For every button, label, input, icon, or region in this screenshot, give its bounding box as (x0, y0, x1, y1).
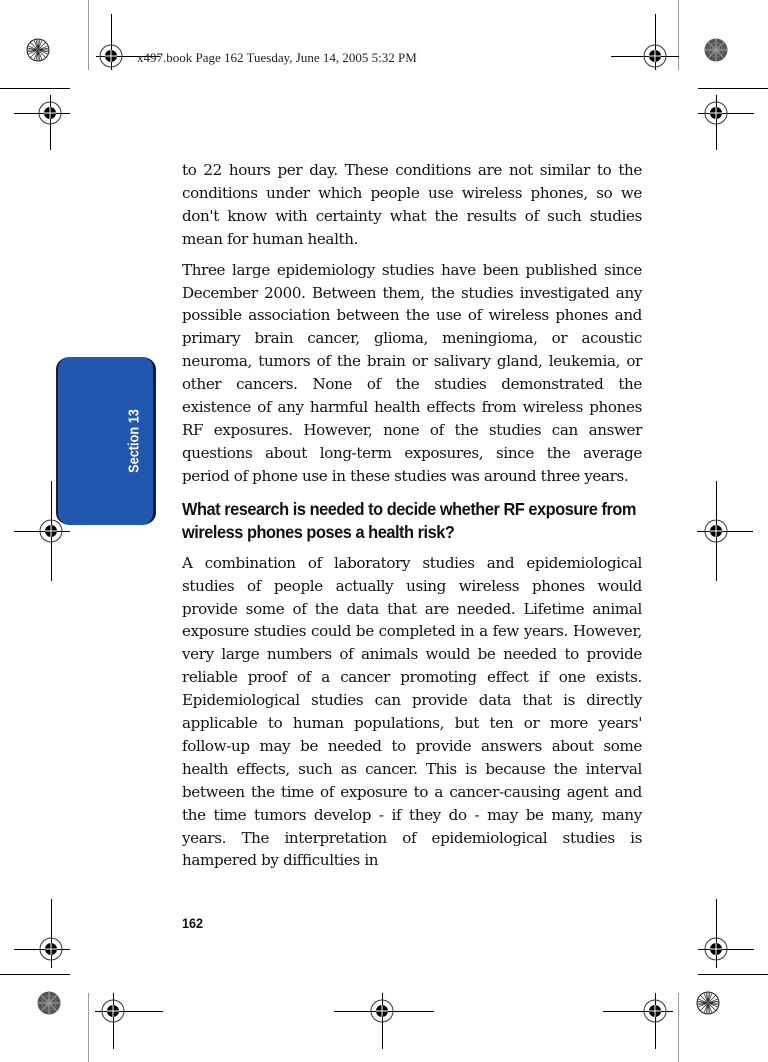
trim-line-top-left (88, 0, 89, 70)
color-wheel-icon (704, 38, 728, 62)
trim-line-bottom-right (678, 993, 679, 1062)
registration-mark-icon (36, 99, 64, 127)
star-target-icon (696, 991, 720, 1015)
trim-line-top-right (678, 0, 679, 70)
section-tab (56, 357, 156, 525)
body-paragraph: A combination of laboratory studies and epidemiological studies of people actually using wireless phones would provide some of the data that are needed. Lifetime animal exposure studies could be completed in a few years. However, very large numbers of animals would be needed to provide reliable proof of a cancer promoting effect if one exists. Epidemiological studies can provide data that is directly applicable to human populations, but ten or more years' follow-up may be needed to provide answers about some health effects, such as cancer. This is because the interval between the time of exposure to a cancer-causing agent and the time tumors develop - if they do - may be many, many years. The interpretation of epidemiological studies is hampered by difficulties in (182, 553, 642, 870)
trim-line-left-bottom (0, 974, 70, 975)
page-number: 162 (182, 915, 204, 931)
registration-mark-icon (97, 42, 125, 70)
body-paragraph: Three large epidemiology studies have been published since December 2000. Between them, the studies investigated any possible association between the use of wireless phones and primary brain cancer, glioma, meningioma, or acoustic neuroma, tumors of the brain or salivary gland, leukemia, or other cancers. None of the studies demonstrated the existence of any harmful health effects from wireless phones RF exposures. However, none of the studies can answer questions about long-term exposures, since the average period of phone use in these studies was around three years. (182, 260, 642, 485)
section-tab-label: Section 13 (125, 409, 143, 473)
body-paragraph: to 22 hours per day. These conditions are not similar to the conditions under which people use wireless phones, so we don't know with certainty what the results of such studies mean for human health. (182, 161, 642, 248)
trim-line-left-top (0, 88, 70, 89)
trim-line-right-bottom (698, 974, 768, 975)
registration-mark-icon (702, 517, 730, 545)
trim-line-right-top (698, 88, 768, 89)
registration-mark-icon (641, 997, 669, 1025)
registration-mark-icon (37, 935, 65, 963)
trim-line-bottom-left (88, 993, 89, 1062)
color-wheel-icon (37, 991, 61, 1015)
section-heading: What research is needed to decide whether RF exposure from wireless phones poses a health risk? (182, 498, 637, 542)
star-target-icon (26, 38, 50, 62)
registration-mark-icon (368, 997, 396, 1025)
page-body (182, 159, 642, 880)
registration-mark-icon (702, 99, 730, 127)
registration-mark-icon (99, 997, 127, 1025)
registration-mark-icon (641, 42, 669, 70)
registration-mark-icon (702, 935, 730, 963)
slug-line: x497.book Page 162 Tuesday, June 14, 2005 5:32 PM (137, 50, 417, 65)
